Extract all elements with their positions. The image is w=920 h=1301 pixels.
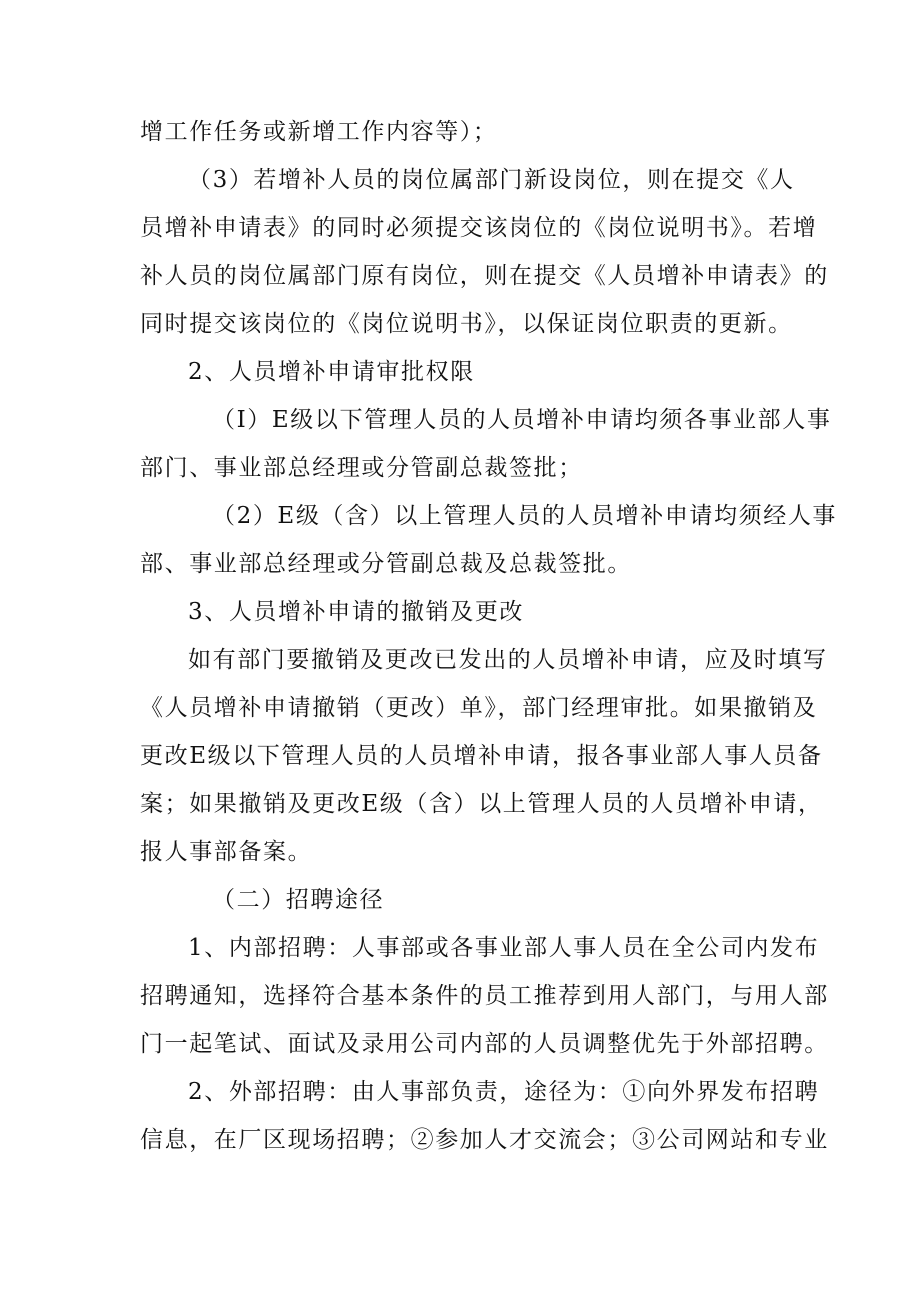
text-line-13: 《人员增补申请撤销（更改）单》，部门经理审批。如果撤销及 <box>140 695 818 721</box>
text-line-4: 补人员的岗位属部门原有岗位，则在提交《人员增补申请表》的 <box>140 263 829 289</box>
text-line-18: 1、内部招聘：人事部或各事业部人事人员在全公司内发布 <box>188 935 820 961</box>
text-line-5: 同时提交该岗位的《岗位说明书》，以保证岗位职责的更新。 <box>140 311 793 337</box>
text-line-3: 员增补申请表》的同时必须提交该岗位的《岗位说明书》。若增 <box>140 215 818 241</box>
text-line-20: 门一起笔试、面试及录用公司内部的人员调整优先于外部招聘。 <box>140 1031 829 1057</box>
text-line-21: 2、外部招聘：由人事部负责，途径为：①向外界发布招聘 <box>188 1079 820 1105</box>
section-heading-approval: 2、人员增补申请审批权限 <box>188 359 475 385</box>
text-line-2: （3）若增补人员的岗位属部门新设岗位，则在提交《人 <box>188 167 795 193</box>
text-line-19: 招聘通知，选择符合基本条件的员工推荐到用人部门，与用人部 <box>140 983 829 1009</box>
section-heading-recruitment: （二）招聘途径 <box>212 887 385 913</box>
text-line-10: 部、事业部总经理或分管副总裁及总裁签批。 <box>140 551 632 577</box>
text-line-9: （2）E级（含）以上管理人员的人员增补申请均须经人事 <box>212 503 838 529</box>
text-line-12: 如有部门要撤销及更改已发出的人员增补申请，应及时填写 <box>188 647 828 673</box>
text-line-16: 报人事部备案。 <box>140 839 313 865</box>
text-line-8: 部门、事业部总经理或分管副总裁签批； <box>140 455 583 481</box>
section-heading-revoke: 3、人员增补申请的撤销及更改 <box>188 599 525 625</box>
text-line-15: 案；如果撤销及更改E级（含）以上管理人员的人员增补申请， <box>140 791 823 817</box>
text-line-22: 信息，在厂区现场招聘；②参加人才交流会；③公司网站和专业 <box>140 1127 829 1153</box>
text-line-7: （I）E级以下管理人员的人员增补申请均须各事业部人事 <box>212 407 832 433</box>
text-line-1: 增工作任务或新增工作内容等）； <box>140 119 498 145</box>
text-line-14: 更改E级以下管理人员的人员增补申请，报各事业部人事人员备 <box>140 743 823 769</box>
